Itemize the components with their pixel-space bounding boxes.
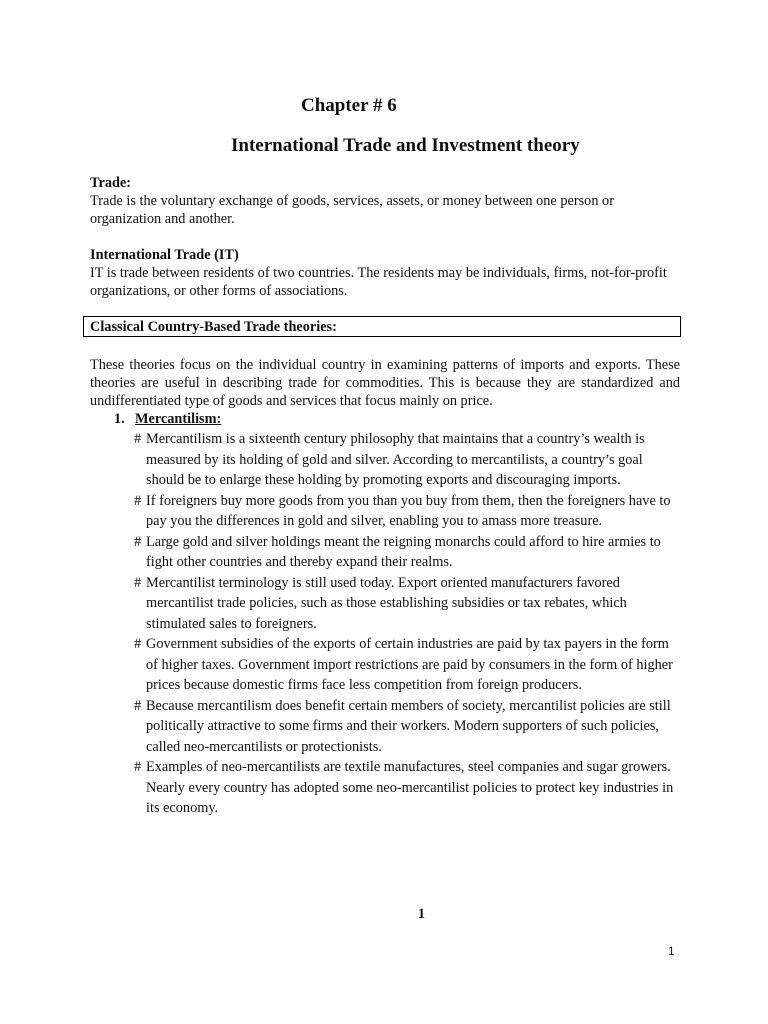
bullet-mark: # xyxy=(134,574,142,591)
bullet-mark: # xyxy=(134,431,142,447)
international-trade-definition: IT is trade between residents of two countries. The residents may be individuals, firms, not-for-profit organizations, or other forms of associations. xyxy=(90,265,667,299)
bullet-mark: # xyxy=(134,636,142,652)
list-item xyxy=(134,573,680,635)
classical-theories-heading: Classical Country-Based Trade theories: xyxy=(90,319,337,335)
trade-heading: Trade: xyxy=(90,175,132,191)
list-number: 1. xyxy=(114,411,125,427)
bullet-text: Government subsidies of the exports of certain industries are paid by tax payers in the form of higher taxes. Government import restrictions are paid by consumers in the form of higher prices because domestic firms face less competition from foreign producers. xyxy=(146,636,673,693)
classical-theories-heading-box xyxy=(83,316,681,337)
list-item xyxy=(134,532,680,573)
international-trade-section xyxy=(90,246,680,300)
list-item xyxy=(134,696,680,758)
page-number-footer: 1 xyxy=(417,906,426,922)
page-number-viewer: 1 xyxy=(668,944,675,958)
chapter-title: Chapter # 6 xyxy=(301,95,397,116)
list-item xyxy=(134,634,680,696)
bullet-text: Because mercantilism does benefit certain members of society, mercantilist policies are still politically attractive to some firms and their workers. Modern supporters of such policies, called neo-mercantilists or protectionists. xyxy=(146,697,671,755)
mercantilism-heading xyxy=(114,410,221,428)
bullet-mark: # xyxy=(134,697,142,714)
international-trade-heading: International Trade (IT) xyxy=(90,247,239,263)
classical-theories-intro: These theories focus on the individual country in examining patterns of imports and exports. These theories are useful in describing trade for commodities. This is because they are standardized and undifferentiated type of goods and services that focus mainly on price. xyxy=(90,357,680,409)
list-item xyxy=(134,757,680,819)
bullet-text: If foreigners buy more goods from you than you buy from them, then the foreigners have to pay you the differences in gold and silver, enabling you to amass more treasure. xyxy=(146,492,671,529)
list-item xyxy=(134,491,680,532)
mercantilism-label: Mercantilism: xyxy=(135,411,222,427)
bullet-mark: # xyxy=(134,492,142,509)
bullet-text: Mercantilist terminology is still used today. Export oriented manufacturers favored mercantilist trade policies, such as those establishing subsidies or tax rebates, which stimulated sales to foreigners. xyxy=(146,574,627,632)
mercantilism-points xyxy=(134,429,680,819)
trade-section xyxy=(90,174,680,228)
bullet-mark: # xyxy=(134,533,142,550)
bullet-mark: # xyxy=(134,759,142,775)
document-title: International Trade and Investment theory xyxy=(231,135,580,156)
bullet-text: Mercantilism is a sixteenth century philosophy that maintains that a country’s wealth is measured by its holding of gold and silver. According to mercantilists, a country’s goal should be to enlarge these holding by promoting exports and discouraging imports. xyxy=(146,431,645,488)
bullet-text: Large gold and silver holdings meant the reigning monarchs could afford to hire armies to fight other countries and thereby expand their realms. xyxy=(146,533,661,570)
list-item xyxy=(134,429,680,491)
trade-definition: Trade is the voluntary exchange of goods, services, assets, or money between one person or organization and another. xyxy=(90,193,614,227)
bullet-text: Examples of neo-mercantilists are textile manufactures, steel companies and sugar growers. Nearly every country has adopted some neo-mercantilist policies to protect key industries in its economy. xyxy=(146,759,674,816)
